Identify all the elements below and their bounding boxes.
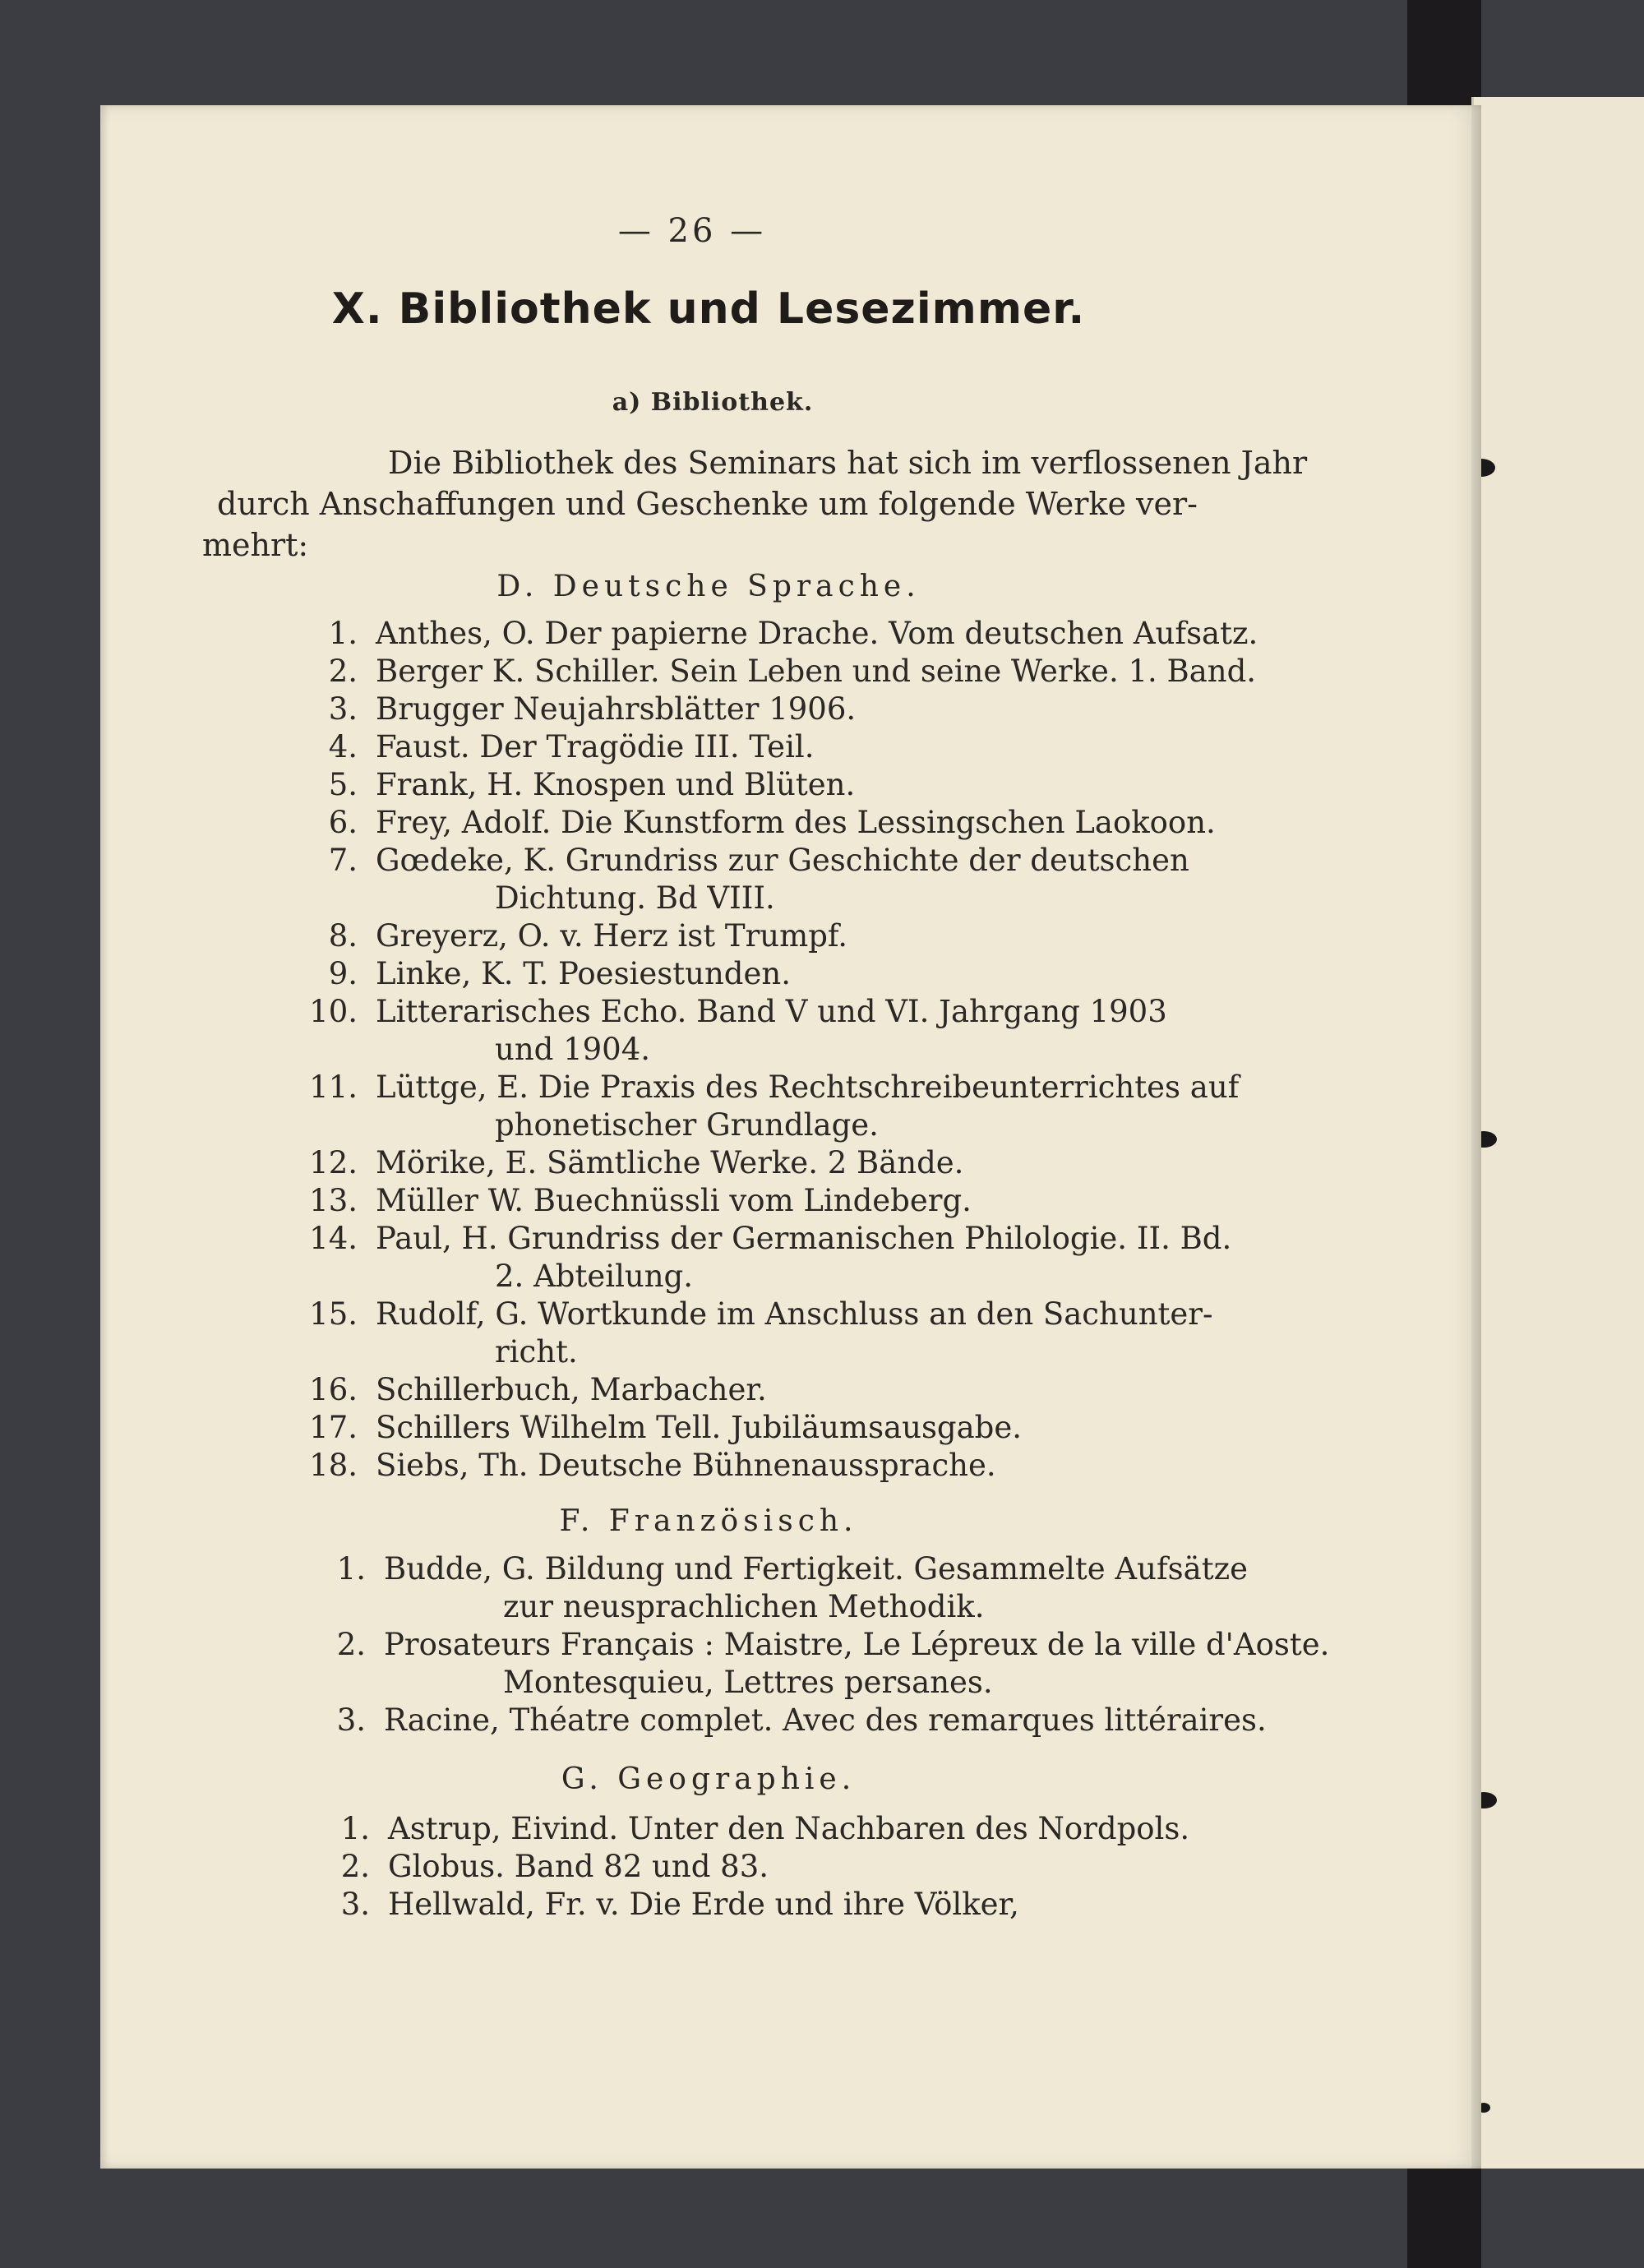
item-number: 3. — [340, 1887, 370, 1922]
item-text: Globus. Band 82 und 83. — [388, 1849, 769, 1884]
section-heading-geographie: G. Geographie. — [561, 1762, 857, 1796]
item-number: 9. — [328, 956, 358, 991]
item-text: Linke, K. T. Poesiestunden. — [376, 956, 791, 991]
item-text: Litterarisches Echo. Band V und VI. Jahrgang 1903 — [376, 994, 1167, 1029]
list-item — [309, 1182, 972, 1220]
item-number: 16. — [309, 1372, 358, 1407]
page-fold-shadow — [1471, 105, 1481, 2169]
item-text: Gœdeke, K. Grundriss zur Geschichte der deutschen — [376, 843, 1189, 878]
list-item — [309, 1409, 1023, 1447]
chapter-title: X. Bibliothek und Lesezimmer. — [331, 284, 1086, 334]
list-item — [328, 917, 848, 955]
list-item — [336, 1702, 1267, 1739]
item-number: 3. — [328, 691, 358, 727]
item-text: Brugger Neujahrsblätter 1906. — [376, 691, 857, 727]
item-text: Paul, H. Grundriss der Germanischen Philologie. II. Bd. — [376, 1221, 1232, 1256]
item-number: 2. — [336, 1627, 366, 1662]
list-item — [309, 1144, 964, 1182]
item-text: Astrup, Eivind. Unter den Nachbaren des Nordpols. — [388, 1811, 1190, 1846]
list-item — [328, 804, 1216, 842]
intro-line: durch Anschaffungen und Geschenke um folgende Werke ver- — [217, 486, 1198, 522]
item-text-continued: phonetischer Grundlage. — [495, 1107, 879, 1143]
intro-paragraph — [202, 442, 1409, 566]
list-item — [328, 691, 857, 728]
item-text: Faust. Der Tragödie III. Teil. — [376, 729, 815, 764]
item-text: Schillers Wilhelm Tell. Jubiläumsausgabe. — [376, 1410, 1023, 1445]
item-number: 2. — [340, 1849, 370, 1884]
item-number: 11. — [309, 1069, 358, 1105]
item-text: Racine, Théatre complet. Avec des remarques littéraires. — [384, 1702, 1267, 1738]
item-text-continued: und 1904. — [495, 1032, 651, 1067]
item-text: Mörike, E. Sämtliche Werke. 2 Bände. — [376, 1145, 964, 1180]
item-number: 1. — [336, 1551, 366, 1587]
list-item — [328, 728, 815, 766]
item-number: 2. — [328, 654, 358, 689]
item-text-continued: Dichtung. Bd VIII. — [495, 880, 775, 916]
item-text: Frey, Adolf. Die Kunstform des Lessingschen Laokoon. — [376, 805, 1216, 840]
item-number: 1. — [328, 616, 358, 651]
item-text: Siebs, Th. Deutsche Bühnenaussprache. — [376, 1448, 996, 1483]
list-item — [336, 1626, 1330, 1702]
item-number: 14. — [309, 1221, 358, 1256]
intro-line: mehrt: — [202, 527, 309, 563]
list-item — [309, 1371, 767, 1409]
item-text-continued: zur neusprachlichen Methodik. — [503, 1589, 985, 1624]
subsection-title: a) Bibliothek. — [612, 388, 814, 417]
item-text: Budde, G. Bildung und Fertigkeit. Gesammelte Aufsätze — [384, 1551, 1248, 1587]
list-item — [340, 1886, 1019, 1924]
list-item — [328, 653, 1257, 691]
item-number: 8. — [328, 918, 358, 954]
facing-page-edge — [1471, 97, 1644, 2169]
item-number: 10. — [309, 994, 358, 1029]
item-text-continued: Montesquieu, Lettres persanes. — [503, 1665, 993, 1700]
list-item — [336, 1550, 1248, 1626]
item-text: Frank, H. Knospen und Blüten. — [376, 767, 856, 802]
list-item — [328, 955, 791, 993]
item-text: Prosateurs Français : Maistre, Le Lépreux de la ville d'Aoste. — [384, 1627, 1330, 1662]
section-heading-deutsch: D. Deutsche Sprache. — [496, 570, 921, 603]
item-text: Hellwald, Fr. v. Die Erde und ihre Völker, — [388, 1887, 1019, 1922]
item-text-continued: richt. — [495, 1334, 578, 1370]
list-item — [309, 1220, 1232, 1296]
list-item — [328, 842, 1189, 917]
item-number: 13. — [309, 1183, 358, 1218]
item-number: 12. — [309, 1145, 358, 1180]
item-text: Lüttge, E. Die Praxis des Rechtschreibeunterrichtes auf — [376, 1069, 1240, 1105]
item-number: 4. — [328, 729, 358, 764]
intro-line: Die Bibliothek des Seminars hat sich im verflossenen Jahr — [388, 445, 1308, 481]
list-item — [309, 993, 1167, 1069]
list-item — [328, 615, 1258, 653]
section-heading-franzoesisch: F. Französisch. — [559, 1504, 858, 1538]
item-text: Berger K. Schiller. Sein Leben und seine Werke. 1. Band. — [376, 654, 1257, 689]
item-text: Müller W. Buechnüssli vom Lindeberg. — [376, 1183, 972, 1218]
item-text-continued: 2. Abteilung. — [495, 1259, 694, 1294]
item-number: 17. — [309, 1410, 358, 1445]
list-item — [328, 766, 856, 804]
item-text: Schillerbuch, Marbacher. — [376, 1372, 767, 1407]
item-text: Greyerz, O. v. Herz ist Trumpf. — [376, 918, 848, 954]
item-number: 3. — [336, 1702, 366, 1738]
list-item — [340, 1810, 1190, 1848]
list-item — [340, 1848, 769, 1886]
item-number: 15. — [309, 1296, 358, 1332]
item-number: 7. — [328, 843, 358, 878]
item-number: 18. — [309, 1448, 358, 1483]
item-number: 1. — [340, 1811, 370, 1846]
item-number: 5. — [328, 767, 358, 802]
item-text: Rudolf, G. Wortkunde im Anschluss an den Sachunter- — [376, 1296, 1213, 1332]
page-number: — 26 — — [617, 212, 767, 250]
item-text: Anthes, O. Der papierne Drache. Vom deutschen Aufsatz. — [376, 616, 1258, 651]
list-item — [309, 1296, 1213, 1371]
list-item — [309, 1447, 996, 1485]
book-page — [100, 105, 1481, 2169]
item-number: 6. — [328, 805, 358, 840]
list-item — [309, 1069, 1240, 1144]
